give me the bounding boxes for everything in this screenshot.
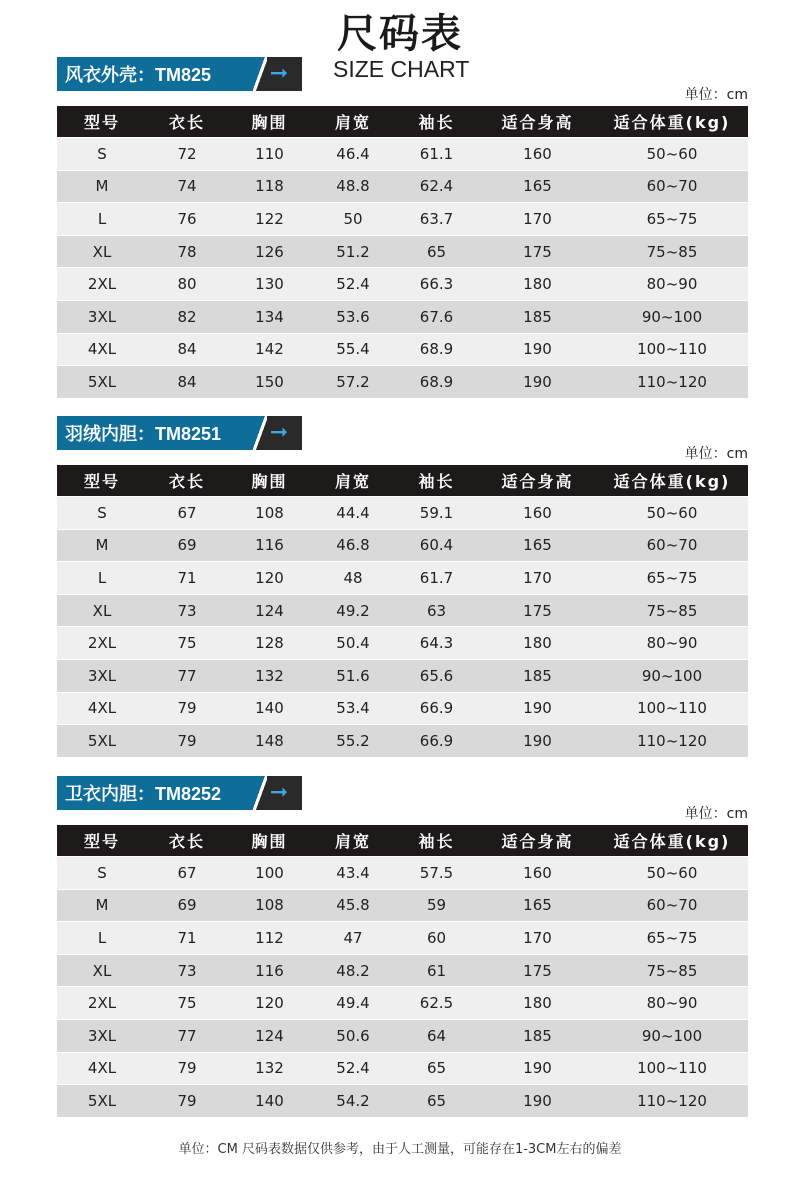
table-cell: 2XL <box>57 627 147 660</box>
table-cell: 165 <box>479 889 596 922</box>
table-cell: 2XL <box>57 987 147 1020</box>
table-row <box>57 627 748 660</box>
table-cell: 90~100 <box>596 1019 748 1052</box>
table-cell: 120 <box>227 987 312 1020</box>
table-cell: 65 <box>394 235 479 268</box>
table-cell: 77 <box>147 659 227 692</box>
column-header: 衣长 <box>147 106 227 138</box>
table-cell: 75~85 <box>596 594 748 627</box>
table-cell: 110~120 <box>596 366 748 398</box>
table-cell: 77 <box>147 1019 227 1052</box>
table-cell: 190 <box>479 333 596 366</box>
table-cell: L <box>57 922 147 955</box>
table-cell: 71 <box>147 922 227 955</box>
table-cell: 50.6 <box>312 1019 394 1052</box>
section-tag-label: 卫衣内胆：TM8252 <box>65 784 222 804</box>
table-cell: 100~110 <box>596 692 748 725</box>
table-cell: 66.9 <box>394 725 479 757</box>
table-cell: 50~60 <box>596 857 748 890</box>
table-cell: 132 <box>227 659 312 692</box>
table-cell: 60~70 <box>596 529 748 562</box>
table-cell: 148 <box>227 725 312 757</box>
table-cell: 44.4 <box>312 497 394 530</box>
table-cell: 108 <box>227 497 312 530</box>
arrow-right-icon: ➞ <box>269 61 289 86</box>
table-header-row <box>57 465 748 497</box>
footnote: 单位：CM 尺码表数据仅供参考，由于人工测量，可能存在1-3CM左右的偏差 <box>178 1142 622 1157</box>
column-header: 适合体重(kg) <box>596 465 748 497</box>
table-cell: 65 <box>394 1085 479 1117</box>
table-cell: 180 <box>479 627 596 660</box>
table-cell: M <box>57 889 147 922</box>
column-header: 胸围 <box>227 465 312 497</box>
table-cell: 190 <box>479 725 596 757</box>
table-cell: 50~60 <box>596 497 748 530</box>
column-header: 型号 <box>57 465 147 497</box>
table-cell: 116 <box>227 954 312 987</box>
table-cell: 126 <box>227 235 312 268</box>
table-cell: 5XL <box>57 366 147 398</box>
table-cell: 160 <box>479 497 596 530</box>
table-cell: 3XL <box>57 1019 147 1052</box>
table-cell: 55.2 <box>312 725 394 757</box>
table-cell: 140 <box>227 1085 312 1117</box>
table-cell: 84 <box>147 333 227 366</box>
table-cell: 50~60 <box>596 138 748 171</box>
table-row <box>57 987 748 1020</box>
table-cell: 68.9 <box>394 333 479 366</box>
table-cell: 71 <box>147 562 227 595</box>
table-cell: 175 <box>479 235 596 268</box>
table-cell: 170 <box>479 562 596 595</box>
section-tag-label: 羽绒内胆：TM8251 <box>65 424 222 444</box>
table-cell: 55.4 <box>312 333 394 366</box>
column-header: 适合身高 <box>479 106 596 138</box>
table-cell: 75~85 <box>596 954 748 987</box>
table-cell: 130 <box>227 268 312 301</box>
column-header: 型号 <box>57 106 147 138</box>
table-cell: S <box>57 497 147 530</box>
size-table <box>57 465 748 757</box>
table-row <box>57 922 748 955</box>
table-cell: 185 <box>479 1019 596 1052</box>
size-section-1 <box>57 57 748 393</box>
table-header-row <box>57 825 748 857</box>
table-cell: 74 <box>147 170 227 203</box>
table-cell: 124 <box>227 1019 312 1052</box>
table-cell: 60.4 <box>394 529 479 562</box>
table-cell: 61.7 <box>394 562 479 595</box>
table-cell: 180 <box>479 268 596 301</box>
table-cell: 65 <box>394 1052 479 1085</box>
table-cell: 132 <box>227 1052 312 1085</box>
table-cell: S <box>57 138 147 171</box>
table-cell: 53.4 <box>312 692 394 725</box>
table-cell: XL <box>57 594 147 627</box>
table-cell: 79 <box>147 1052 227 1085</box>
table-cell: 124 <box>227 594 312 627</box>
table-cell: 50 <box>312 203 394 236</box>
table-cell: XL <box>57 954 147 987</box>
table-cell: 66.3 <box>394 268 479 301</box>
table-cell: 110~120 <box>596 1085 748 1117</box>
table-cell: 3XL <box>57 659 147 692</box>
table-cell: 60~70 <box>596 889 748 922</box>
table-cell: 64 <box>394 1019 479 1052</box>
table-cell: 5XL <box>57 1085 147 1117</box>
table-cell: 185 <box>479 300 596 333</box>
table-cell: 59 <box>394 889 479 922</box>
table-cell: S <box>57 857 147 890</box>
table-cell: 48.8 <box>312 170 394 203</box>
table-cell: 61 <box>394 954 479 987</box>
table-cell: 180 <box>479 987 596 1020</box>
table-cell: 68.9 <box>394 366 479 398</box>
page-title: 尺码表 <box>337 11 463 57</box>
table-cell: 3XL <box>57 300 147 333</box>
table-cell: 4XL <box>57 692 147 725</box>
table-cell: 100~110 <box>596 1052 748 1085</box>
unit-label: 单位：cm <box>684 87 748 103</box>
table-cell: 108 <box>227 889 312 922</box>
table-cell: 73 <box>147 954 227 987</box>
column-header: 适合身高 <box>479 465 596 497</box>
column-header: 胸围 <box>227 825 312 857</box>
size-section-3 <box>57 776 748 1112</box>
table-cell: 49.4 <box>312 987 394 1020</box>
table-cell: 59.1 <box>394 497 479 530</box>
table-cell: 65~75 <box>596 922 748 955</box>
table-cell: 175 <box>479 594 596 627</box>
table-cell: 185 <box>479 659 596 692</box>
table-cell: 65.6 <box>394 659 479 692</box>
table-cell: 170 <box>479 922 596 955</box>
column-header: 胸围 <box>227 106 312 138</box>
table-row <box>57 594 748 627</box>
table-row <box>57 333 748 366</box>
table-row <box>57 268 748 301</box>
table-cell: 65~75 <box>596 203 748 236</box>
table-cell: M <box>57 529 147 562</box>
table-cell: 45.8 <box>312 889 394 922</box>
table-row <box>57 562 748 595</box>
table-cell: 2XL <box>57 268 147 301</box>
column-header: 肩宽 <box>312 106 394 138</box>
column-header: 适合身高 <box>479 825 596 857</box>
table-row <box>57 1019 748 1052</box>
table-cell: 79 <box>147 692 227 725</box>
table-cell: 112 <box>227 922 312 955</box>
table-cell: 142 <box>227 333 312 366</box>
table-row <box>57 529 748 562</box>
table-row <box>57 366 748 398</box>
table-cell: 67 <box>147 497 227 530</box>
table-cell: 4XL <box>57 1052 147 1085</box>
table-cell: XL <box>57 235 147 268</box>
table-cell: 128 <box>227 627 312 660</box>
table-cell: 61.1 <box>394 138 479 171</box>
table-cell: 57.5 <box>394 857 479 890</box>
table-cell: 140 <box>227 692 312 725</box>
table-row <box>57 497 748 530</box>
table-row <box>57 138 748 171</box>
table-cell: 52.4 <box>312 268 394 301</box>
table-cell: 75 <box>147 627 227 660</box>
table-cell: 110~120 <box>596 725 748 757</box>
table-cell: 48 <box>312 562 394 595</box>
table-cell: 170 <box>479 203 596 236</box>
arrow-right-icon: ➞ <box>269 780 289 805</box>
table-cell: 118 <box>227 170 312 203</box>
size-table <box>57 106 748 398</box>
table-cell: 122 <box>227 203 312 236</box>
table-row <box>57 235 748 268</box>
table-cell: 60 <box>394 922 479 955</box>
table-cell: 43.4 <box>312 857 394 890</box>
table-cell: 190 <box>479 1052 596 1085</box>
table-cell: 160 <box>479 857 596 890</box>
table-cell: 116 <box>227 529 312 562</box>
column-header: 适合体重(kg) <box>596 825 748 857</box>
table-cell: 190 <box>479 1085 596 1117</box>
table-row <box>57 889 748 922</box>
table-cell: 79 <box>147 1085 227 1117</box>
unit-label: 单位：cm <box>684 446 748 462</box>
table-cell: 62.4 <box>394 170 479 203</box>
table-cell: 69 <box>147 889 227 922</box>
table-cell: 76 <box>147 203 227 236</box>
table-cell: 120 <box>227 562 312 595</box>
column-header: 肩宽 <box>312 465 394 497</box>
table-row <box>57 300 748 333</box>
page-subtitle: SIZE CHART <box>333 56 470 82</box>
table-header-row <box>57 106 748 138</box>
table-cell: M <box>57 170 147 203</box>
table-cell: L <box>57 562 147 595</box>
table-cell: 80 <box>147 268 227 301</box>
table-cell: 80~90 <box>596 627 748 660</box>
table-cell: 65~75 <box>596 562 748 595</box>
table-cell: 75 <box>147 987 227 1020</box>
table-cell: 90~100 <box>596 659 748 692</box>
table-cell: 69 <box>147 529 227 562</box>
table-cell: 49.2 <box>312 594 394 627</box>
table-cell: 79 <box>147 725 227 757</box>
table-cell: 160 <box>479 138 596 171</box>
table-row <box>57 1052 748 1085</box>
table-cell: 165 <box>479 170 596 203</box>
table-cell: 67.6 <box>394 300 479 333</box>
table-cell: 75~85 <box>596 235 748 268</box>
table-cell: 64.3 <box>394 627 479 660</box>
table-cell: 63.7 <box>394 203 479 236</box>
table-cell: 190 <box>479 692 596 725</box>
table-row <box>57 692 748 725</box>
column-header: 袖长 <box>394 106 479 138</box>
table-cell: 84 <box>147 366 227 398</box>
size-table <box>57 825 748 1117</box>
table-row <box>57 659 748 692</box>
arrow-right-icon: ➞ <box>269 420 289 445</box>
table-cell: 165 <box>479 529 596 562</box>
table-row <box>57 857 748 890</box>
table-cell: 47 <box>312 922 394 955</box>
table-row <box>57 203 748 236</box>
table-cell: 110 <box>227 138 312 171</box>
table-row <box>57 725 748 757</box>
table-cell: 46.4 <box>312 138 394 171</box>
table-cell: 50.4 <box>312 627 394 660</box>
table-cell: 62.5 <box>394 987 479 1020</box>
table-cell: 4XL <box>57 333 147 366</box>
table-cell: 46.8 <box>312 529 394 562</box>
section-tag-label: 风衣外壳：TM825 <box>65 65 212 85</box>
table-cell: 51.6 <box>312 659 394 692</box>
table-cell: 100~110 <box>596 333 748 366</box>
table-cell: 100 <box>227 857 312 890</box>
table-cell: 67 <box>147 857 227 890</box>
column-header: 适合体重(kg) <box>596 106 748 138</box>
table-cell: 52.4 <box>312 1052 394 1085</box>
table-row <box>57 954 748 987</box>
table-cell: 175 <box>479 954 596 987</box>
table-cell: 5XL <box>57 725 147 757</box>
size-section-2 <box>57 416 748 752</box>
table-cell: 57.2 <box>312 366 394 398</box>
table-cell: 48.2 <box>312 954 394 987</box>
table-cell: 72 <box>147 138 227 171</box>
column-header: 衣长 <box>147 825 227 857</box>
table-cell: 78 <box>147 235 227 268</box>
table-cell: 80~90 <box>596 987 748 1020</box>
table-cell: 150 <box>227 366 312 398</box>
table-cell: 54.2 <box>312 1085 394 1117</box>
unit-label: 单位：cm <box>684 806 748 822</box>
column-header: 袖长 <box>394 465 479 497</box>
table-cell: 53.6 <box>312 300 394 333</box>
table-cell: 60~70 <box>596 170 748 203</box>
table-cell: 51.2 <box>312 235 394 268</box>
column-header: 衣长 <box>147 465 227 497</box>
table-cell: 80~90 <box>596 268 748 301</box>
table-cell: 63 <box>394 594 479 627</box>
table-cell: 82 <box>147 300 227 333</box>
table-row <box>57 170 748 203</box>
table-cell: L <box>57 203 147 236</box>
table-cell: 90~100 <box>596 300 748 333</box>
table-row <box>57 1085 748 1117</box>
table-cell: 66.9 <box>394 692 479 725</box>
table-cell: 73 <box>147 594 227 627</box>
column-header: 袖长 <box>394 825 479 857</box>
table-cell: 134 <box>227 300 312 333</box>
column-header: 型号 <box>57 825 147 857</box>
column-header: 肩宽 <box>312 825 394 857</box>
table-cell: 190 <box>479 366 596 398</box>
